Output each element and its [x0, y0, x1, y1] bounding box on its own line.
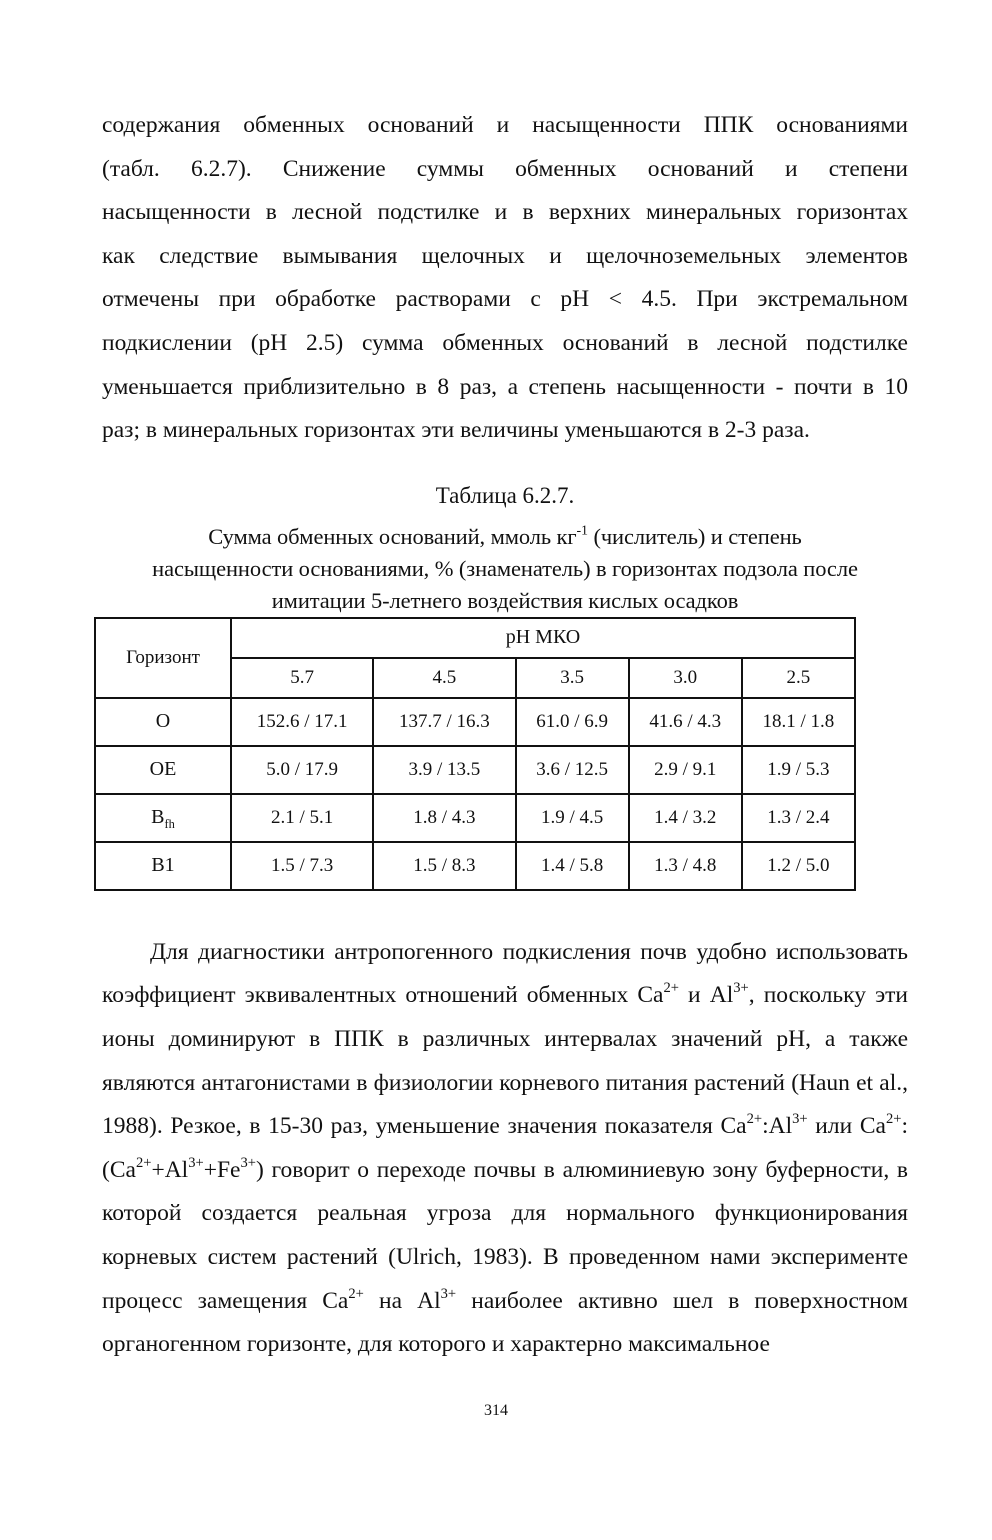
column-header: 3.5	[516, 658, 629, 698]
paragraph-2-text: или Ca	[807, 1113, 886, 1140]
paragraph-1-line: подкислении (pH 2.5) сумма обменных оснований в лесной подстилке	[102, 329, 908, 356]
superscript: 3+	[792, 1110, 808, 1127]
table-cell: 1.2 / 5.0	[742, 842, 855, 890]
horizon-cell	[95, 746, 231, 794]
caption-line-2: насыщенности основаниями, % (знаменатель) в горизонтах подзола после	[152, 555, 858, 581]
horizon-label: B1	[151, 854, 175, 877]
column-header: 2.5	[742, 658, 855, 698]
table-cell: 1.4 / 5.8	[516, 842, 629, 890]
document-page	[102, 104, 908, 1367]
data-table	[94, 617, 856, 891]
horizon-cell	[95, 842, 231, 890]
paragraph-1-line: раз; в минеральных горизонтах эти величины уменьшаются в 2-3 раза.	[102, 417, 810, 444]
paragraph-2-text: +Fe	[203, 1156, 241, 1183]
table-row	[95, 842, 855, 890]
superscript: 2+	[663, 980, 679, 997]
table-cell: 61.0 / 6.9	[516, 698, 629, 746]
table-row	[95, 746, 855, 794]
table-cell: 41.6 / 4.3	[629, 698, 742, 746]
row-header-title: Горизонт	[95, 618, 231, 698]
table-cell: 1.9 / 5.3	[742, 746, 855, 794]
table-cell: 1.3 / 2.4	[742, 794, 855, 842]
table-cell: 3.6 / 12.5	[516, 746, 629, 794]
caption-superscript: -1	[576, 523, 588, 538]
paragraph-2-text: ) говорит о переходе почвы в алюминиевую зону буферности, в которой создается реальная угроза для нормального функционирования корневых систем растений (Ulrich, 1983). В проведенном нами эксперименте процесс замещения Ca	[102, 1156, 908, 1314]
paragraph-2-text: на Al	[363, 1287, 441, 1314]
horizon-subscript: fh	[164, 817, 175, 832]
column-header: 5.7	[231, 658, 373, 698]
paragraph-2-text: Для диагностики антропогенного подкисления почв удобно использовать коэффициент эквивалентных отношений обменных Ca	[102, 938, 908, 1009]
caption-part-1: Сумма обменных оснований, ммоль кг	[208, 523, 577, 549]
paragraph-2-text: :Al	[762, 1113, 793, 1140]
horizon-label: OE	[149, 758, 177, 781]
paragraph-1-line: как следствие вымывания щелочных и щелочноземельных элементов	[102, 242, 908, 269]
page-number: 314	[484, 1402, 508, 1419]
caption-line-3: имитации 5-летнего воздействия кислых осадков	[271, 587, 739, 613]
paragraph-2-text: наиболее активно шел в поверхностном органогенном горизонте, для которого и характерно максимальное	[102, 1287, 908, 1358]
paragraph-2-text: и Al	[678, 982, 734, 1009]
table-cell: 1.5 / 8.3	[373, 842, 515, 890]
table-cell: 2.9 / 9.1	[629, 746, 742, 794]
caption-line-1	[102, 521, 908, 553]
caption-part-2: (числитель) и степень	[587, 523, 802, 549]
table-cell: 152.6 / 17.1	[231, 698, 373, 746]
paragraph-1-line: насыщенности в лесной подстилке и в верхних минеральных горизонтах	[102, 199, 908, 226]
superscript: 2+	[746, 1110, 763, 1127]
paragraph-2	[102, 931, 908, 1367]
table-cell: 18.1 / 1.8	[742, 698, 855, 746]
table-cell: 3.9 / 13.5	[373, 746, 515, 794]
paragraph-2-text: , поскольку эти ионы доминируют в ППК в различных интервалах значений pH, а также являются антагонистами в физиологии корневого питания растений (Haun et al., 1988). Резкое, в 15-30 раз, уменьшение значения показателя Ca	[102, 982, 909, 1140]
table-cell: 1.3 / 4.8	[629, 842, 742, 890]
table-cell: 1.4 / 3.2	[629, 794, 742, 842]
table-row	[95, 794, 855, 842]
table-caption	[102, 521, 908, 617]
superscript: 3+	[440, 1285, 457, 1302]
table-row	[95, 698, 855, 746]
paragraph-1-line: отмечены при обработке растворами с pH < 4.5. При экстремальном	[102, 286, 908, 313]
group-header: pH МКО	[231, 618, 855, 658]
table-cell: 137.7 / 16.3	[373, 698, 515, 746]
table-cell: 5.0 / 17.9	[231, 746, 373, 794]
superscript: 3+	[240, 1154, 256, 1171]
superscript: 2+	[885, 1110, 902, 1127]
paragraph-1-line: содержания обменных оснований и насыщенности ППК основаниями	[102, 112, 908, 138]
superscript: 2+	[135, 1154, 152, 1171]
table-cell: 1.5 / 7.3	[231, 842, 373, 890]
paragraph-1-line: (табл. 6.2.7). Снижение суммы обменных оснований и степени	[102, 155, 908, 182]
table-label: Таблица 6.2.7.	[435, 482, 575, 508]
superscript: 3+	[188, 1154, 204, 1171]
column-header: 3.0	[629, 658, 742, 698]
paragraph-1-line: уменьшается приблизительно в 8 раз, а степень насыщенности - почти в 10	[102, 373, 908, 400]
table-cell: 1.9 / 4.5	[516, 794, 629, 842]
paragraph-2-text: +Al	[151, 1156, 189, 1183]
horizon-label: B	[151, 806, 165, 829]
table-cell: 2.1 / 5.1	[231, 794, 373, 842]
horizon-cell	[95, 794, 231, 842]
horizon-cell	[95, 698, 231, 746]
paragraph-2-text: :(Ca	[102, 1113, 908, 1183]
superscript: 2+	[348, 1285, 364, 1302]
table-cell: 1.8 / 4.3	[373, 794, 515, 842]
paragraph-1	[102, 104, 908, 453]
column-header: 4.5	[373, 658, 515, 698]
superscript: 3+	[733, 980, 749, 997]
horizon-label: O	[155, 710, 171, 733]
